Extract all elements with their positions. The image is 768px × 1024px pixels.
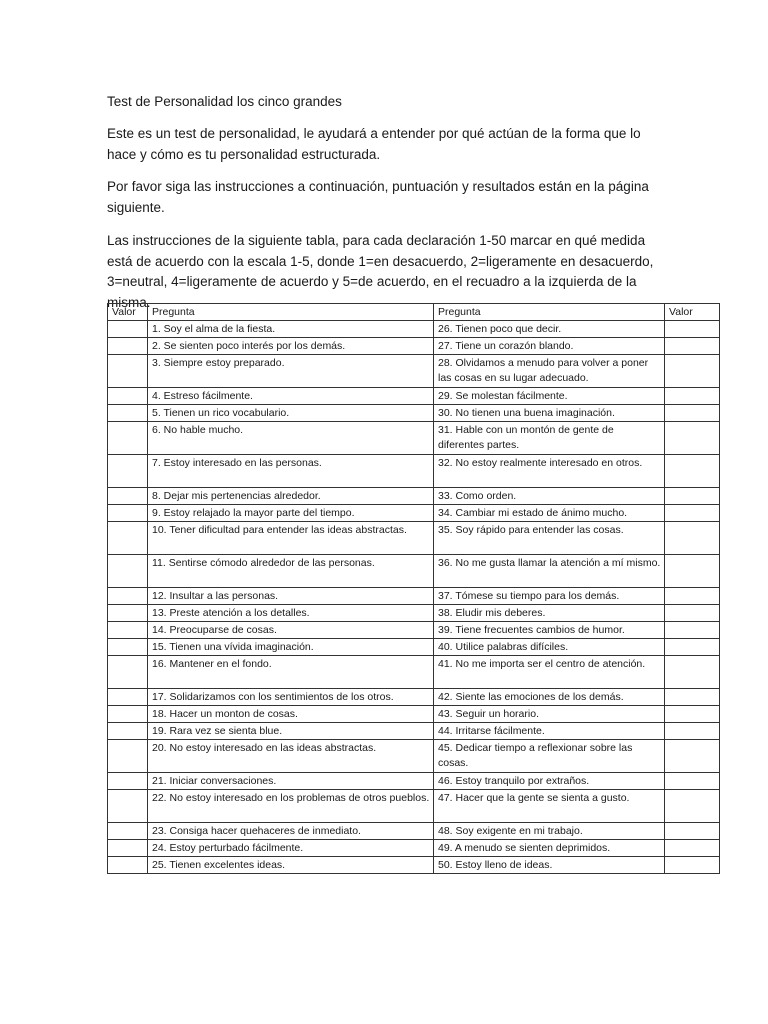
question-cell-right: 27. Tiene un corazón blando. [434,338,665,355]
valor-cell-right[interactable] [665,622,720,639]
valor-cell-right[interactable] [665,455,720,488]
valor-cell-right[interactable] [665,555,720,588]
table-row [108,505,720,522]
valor-cell-right[interactable] [665,639,720,656]
question-cell-left: 13. Preste atención a los detalles. [148,605,434,622]
valor-cell-left[interactable] [108,588,148,605]
table-row [108,405,720,422]
valor-cell-left[interactable] [108,505,148,522]
instructions-paragraph: Por favor siga las instrucciones a continuación, puntuación y resultados están en la página siguiente. [107,179,649,215]
question-cell-left: 20. No estoy interesado en las ideas abstractas. [148,740,434,773]
valor-cell-right[interactable] [665,790,720,823]
valor-cell-left[interactable] [108,840,148,857]
valor-cell-left[interactable] [108,790,148,823]
table-row [108,388,720,405]
table-row [108,656,720,689]
question-cell-right: 47. Hacer que la gente se sienta a gusto. [434,790,665,823]
question-cell-right: 39. Tiene frecuentes cambios de humor. [434,622,665,639]
valor-cell-right[interactable] [665,706,720,723]
question-cell-left: 24. Estoy perturbado fácilmente. [148,840,434,857]
valor-cell-left[interactable] [108,405,148,422]
valor-cell-right[interactable] [665,388,720,405]
question-cell-right: 34. Cambiar mi estado de ánimo mucho. [434,505,665,522]
valor-cell-left[interactable] [108,823,148,840]
valor-cell-left[interactable] [108,355,148,388]
valor-cell-left[interactable] [108,723,148,740]
table-row [108,689,720,706]
valor-cell-left[interactable] [108,706,148,723]
question-cell-left: 17. Solidarizamos con los sentimientos de los otros. [148,689,434,706]
question-cell-right: 45. Dedicar tiempo a reflexionar sobre las cosas. [434,740,665,773]
valor-cell-right[interactable] [665,740,720,773]
table-row [108,605,720,622]
question-cell-left: 14. Preocuparse de cosas. [148,622,434,639]
question-cell-left: 2. Se sienten poco interés por los demás. [148,338,434,355]
intro-paragraph: Este es un test de personalidad, le ayudará a entender por qué actúan de la forma que lo hace y cómo es tu personalidad estructurada. [107,126,641,162]
table-row [108,488,720,505]
question-cell-right: 30. No tienen una buena imaginación. [434,405,665,422]
header-valor-right: Valor [665,304,720,321]
valor-cell-right[interactable] [665,773,720,790]
question-cell-left: 1. Soy el alma de la fiesta. [148,321,434,338]
table-row [108,321,720,338]
valor-cell-right[interactable] [665,689,720,706]
valor-cell-left[interactable] [108,455,148,488]
header-pregunta-left: Pregunta [148,304,434,321]
question-cell-right: 42. Siente las emociones de los demás. [434,689,665,706]
question-cell-right: 26. Tienen poco que decir. [434,321,665,338]
question-cell-left: 18. Hacer un monton de cosas. [148,706,434,723]
table-row [108,522,720,555]
question-cell-right: 46. Estoy tranquilo por extraños. [434,773,665,790]
table-row [108,639,720,656]
question-cell-left: 22. No estoy interesado en los problemas de otros pueblos. [148,790,434,823]
valor-cell-left[interactable] [108,555,148,588]
question-cell-left: 5. Tienen un rico vocabulario. [148,405,434,422]
question-cell-left: 7. Estoy interesado en las personas. [148,455,434,488]
valor-cell-right[interactable] [665,355,720,388]
table-row [108,588,720,605]
table-row [108,790,720,823]
valor-cell-right[interactable] [665,321,720,338]
valor-cell-left[interactable] [108,388,148,405]
table-row [108,823,720,840]
table-row [108,622,720,639]
question-cell-left: 11. Sentirse cómodo alrededor de las personas. [148,555,434,588]
question-cell-left: 19. Rara vez se sienta blue. [148,723,434,740]
scale-paragraph: Las instrucciones de la siguiente tabla, para cada declaración 1-50 marcar en qué medida está de acuerdo con la escala 1-5, donde 1=en desacuerdo, 2=ligeramente en desacuerdo, 3=neutral, 4=ligeramente de acuerdo y 5=de acuerdo, en el recuadro a la izquierda de la misma. [107,233,654,310]
question-cell-right: 43. Seguir un horario. [434,706,665,723]
valor-cell-left[interactable] [108,338,148,355]
question-cell-left: 10. Tener dificultad para entender las ideas abstractas. [148,522,434,555]
question-cell-right: 28. Olvidamos a menudo para volver a poner las cosas en su lugar adecuado. [434,355,665,388]
table-row [108,422,720,455]
table-row [108,706,720,723]
valor-cell-left[interactable] [108,773,148,790]
question-cell-right: 41. No me importa ser el centro de atención. [434,656,665,689]
valor-cell-left[interactable] [108,605,148,622]
valor-cell-left[interactable] [108,656,148,689]
question-cell-right: 33. Como orden. [434,488,665,505]
question-cell-right: 35. Soy rápido para entender las cosas. [434,522,665,555]
valor-cell-right[interactable] [665,723,720,740]
table-row [108,355,720,388]
header-pregunta-right: Pregunta [434,304,665,321]
valor-cell-right[interactable] [665,338,720,355]
valor-cell-left[interactable] [108,321,148,338]
valor-cell-right[interactable] [665,422,720,455]
header-valor-left: Valor [108,304,148,321]
question-cell-right: 48. Soy exigente en mi trabajo. [434,823,665,840]
table-row [108,338,720,355]
valor-cell-right[interactable] [665,857,720,874]
question-cell-right: 37. Tómese su tiempo para los demás. [434,588,665,605]
table-row [108,740,720,773]
personality-test-table [107,303,720,874]
question-cell-left: 12. Insultar a las personas. [148,588,434,605]
valor-cell-left[interactable] [108,422,148,455]
table-row [108,773,720,790]
question-cell-left: 16. Mantener en el fondo. [148,656,434,689]
valor-cell-right[interactable] [665,656,720,689]
question-cell-right: 29. Se molestan fácilmente. [434,388,665,405]
question-cell-right: 50. Estoy lleno de ideas. [434,857,665,874]
table-body [108,321,720,874]
table-row [108,723,720,740]
question-cell-left: 3. Siempre estoy preparado. [148,355,434,388]
valor-cell-right[interactable] [665,522,720,555]
valor-cell-left[interactable] [108,639,148,656]
question-cell-left: 4. Estreso fácilmente. [148,388,434,405]
table-row [108,555,720,588]
valor-cell-left[interactable] [108,740,148,773]
question-cell-left: 8. Dejar mis pertenencias alrededor. [148,488,434,505]
question-cell-right: 49. A menudo se sienten deprimidos. [434,840,665,857]
question-cell-left: 25. Tienen excelentes ideas. [148,857,434,874]
question-cell-right: 38. Eludir mis deberes. [434,605,665,622]
valor-cell-right[interactable] [665,840,720,857]
question-cell-right: 36. No me gusta llamar la atención a mí mismo. [434,555,665,588]
document-title: Test de Personalidad los cinco grandes [107,94,342,109]
question-cell-right: 32. No estoy realmente interesado en otros. [434,455,665,488]
table-row [108,857,720,874]
valor-cell-right[interactable] [665,505,720,522]
question-cell-right: 44. Irritarse fácilmente. [434,723,665,740]
valor-cell-right[interactable] [665,405,720,422]
table-row [108,840,720,857]
valor-cell-right[interactable] [665,588,720,605]
question-cell-left: 21. Iniciar conversaciones. [148,773,434,790]
question-cell-left: 23. Consiga hacer quehaceres de inmediato. [148,823,434,840]
valor-cell-left[interactable] [108,689,148,706]
valor-cell-right[interactable] [665,605,720,622]
question-cell-left: 15. Tienen una vívida imaginación. [148,639,434,656]
valor-cell-left[interactable] [108,857,148,874]
table-header-row [108,304,720,321]
question-cell-left: 6. No hable mucho. [148,422,434,455]
question-cell-right: 40. Utilice palabras difíciles. [434,639,665,656]
question-cell-right: 31. Hable con un montón de gente de diferentes partes. [434,422,665,455]
table-row [108,455,720,488]
valor-cell-right[interactable] [665,823,720,840]
valor-cell-left[interactable] [108,522,148,555]
valor-cell-right[interactable] [665,488,720,505]
valor-cell-left[interactable] [108,622,148,639]
valor-cell-left[interactable] [108,488,148,505]
question-cell-left: 9. Estoy relajado la mayor parte del tiempo. [148,505,434,522]
